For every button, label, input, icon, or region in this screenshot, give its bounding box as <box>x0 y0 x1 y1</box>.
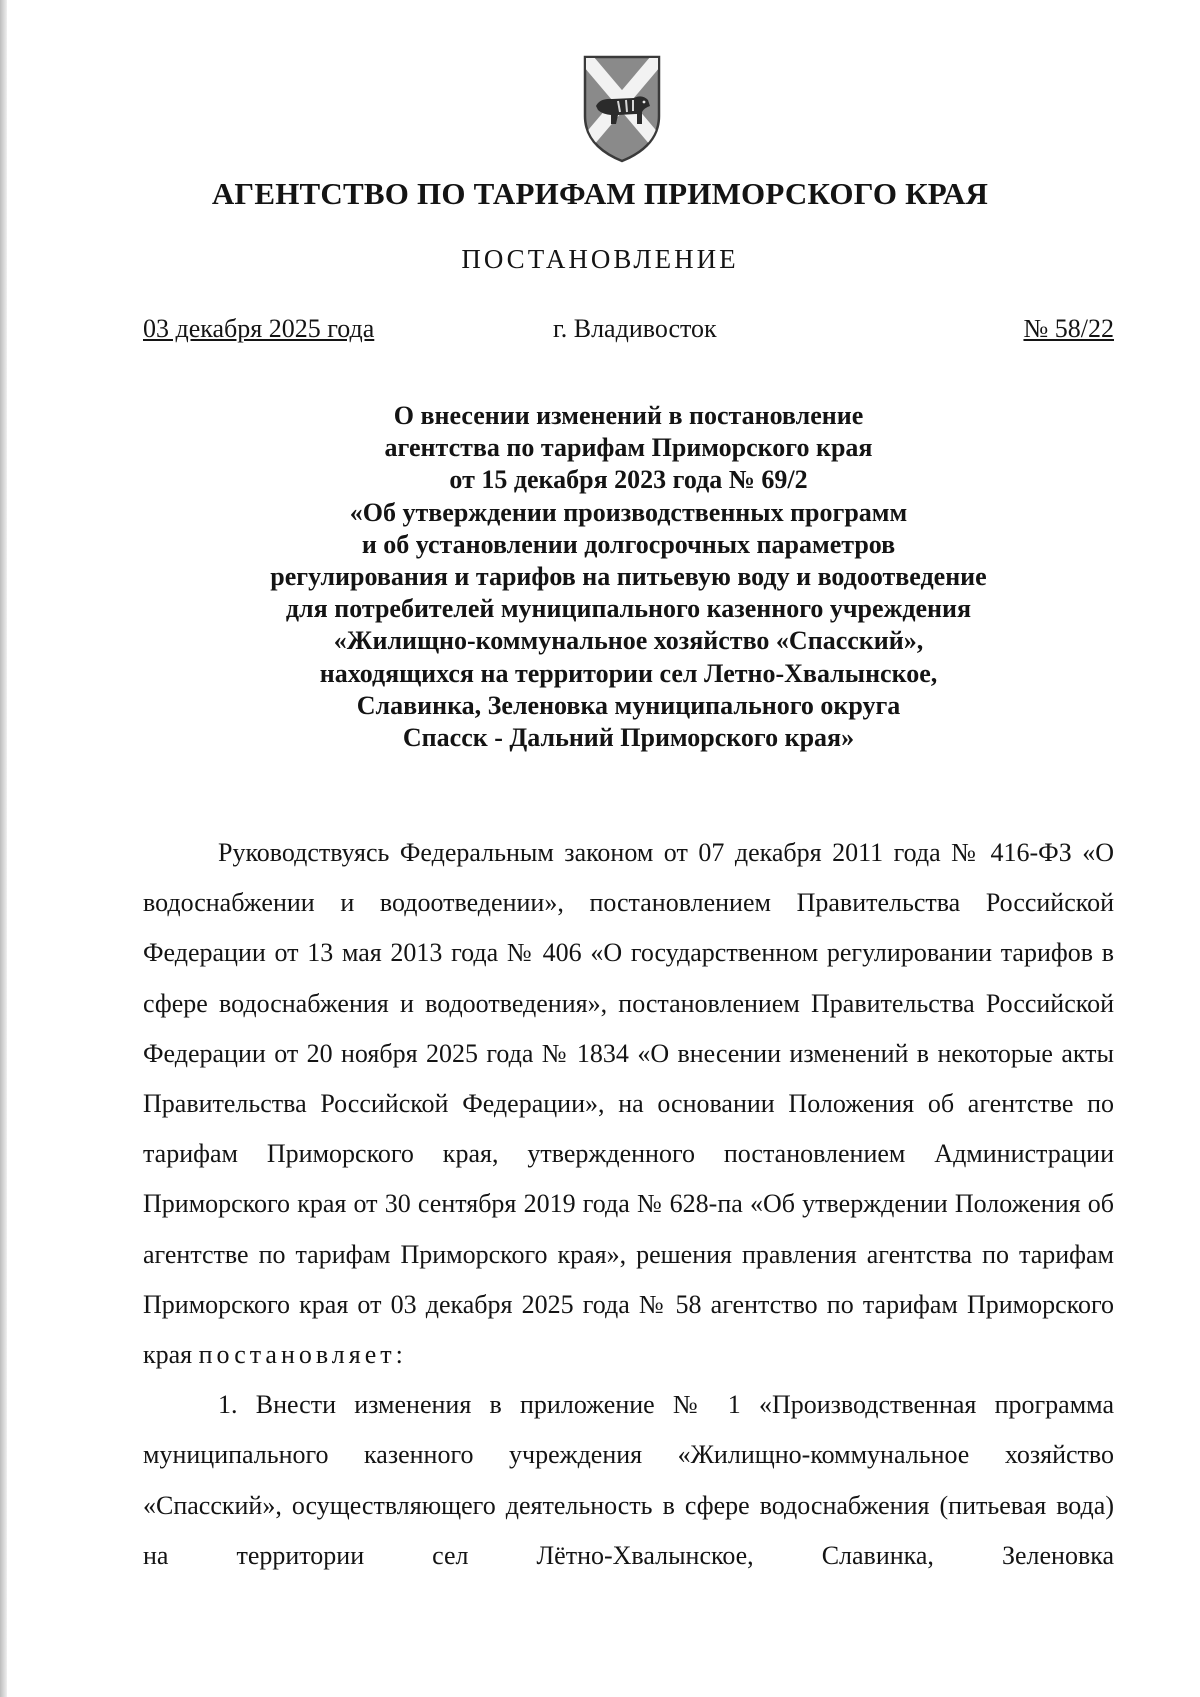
title-line: Спасск - Дальний Приморского края» <box>402 723 855 753</box>
document-body <box>143 828 1114 1581</box>
preamble-text: Руководствуясь Федеральным законом от 07 декабря 2011 года № 416-ФЗ «О водоснабжении и водоотведении», постановлением Правительства Российской Федерации от 13 мая 2013 года № 406 «О государственном регулировании тарифов в сфере водоснабжения и водоотведения», постановлением Правительства Российской Федерации от 20 ноября 2025 года № 1834 «О внесении изменений в некоторые акты Правительства Российской Федерации», на основании Положения об агентстве по тарифам Приморского края, утвержденного постановлением Администрации Приморского края от 30 сентября 2019 года № 628-па «Об утверждении Положения об агентстве по тарифам Приморского края», решения правления агентства по тарифам Приморского края от 03 декабря 2025 года № 58 агентство по тарифам Приморского края <box>143 838 1114 1370</box>
title-line: «Об утверждении производственных программ <box>349 497 908 527</box>
title-line: О внесении изменений в постановление <box>393 401 864 430</box>
document-date: 03 декабря 2025 года <box>143 314 375 343</box>
title-line: от 15 декабря 2023 года № 69/2 <box>449 465 808 495</box>
clause-1-paragraph: 1. Внести изменения в приложение № 1 «Производственная программа муниципального казенного учреждения «Жилищно-коммунальное хозяйство «Спасский», осуществляющего деятельность в сфере водоснабжения (питьевая вода) на территории сел Лётно-Хвалынское, Славинка, Зеленовка <box>143 1390 1114 1570</box>
coat-of-arms-icon <box>582 54 662 164</box>
title-line: агентства по тарифам Приморского края <box>384 433 873 463</box>
preamble-paragraph <box>143 828 1114 1380</box>
title-line: Славинка, Зеленовка муниципального округа <box>356 690 901 720</box>
title-line: и об установлении долгосрочных параметров <box>361 529 896 559</box>
agency-name: АГЕНТСТВО ПО ТАРИФАМ ПРИМОРСКОГО КРАЯ <box>211 176 989 211</box>
resolve-word: постановляет: <box>198 1340 407 1370</box>
title-line: для потребителей муниципального казенного учреждения <box>285 594 972 624</box>
title-line: «Жилищно-коммунальное хозяйство «Спасский», <box>333 626 924 656</box>
document-city: г. Владивосток <box>553 314 717 343</box>
document-title <box>143 400 1114 754</box>
document-number: № 58/22 <box>1023 314 1114 343</box>
document-type: ПОСТАНОВЛЕНИЕ <box>461 244 739 274</box>
title-line: регулирования и тарифов на питьевую воду и водоотведение <box>270 562 987 592</box>
title-line: находящихся на территории сел Летно-Хвалынское, <box>319 658 938 688</box>
